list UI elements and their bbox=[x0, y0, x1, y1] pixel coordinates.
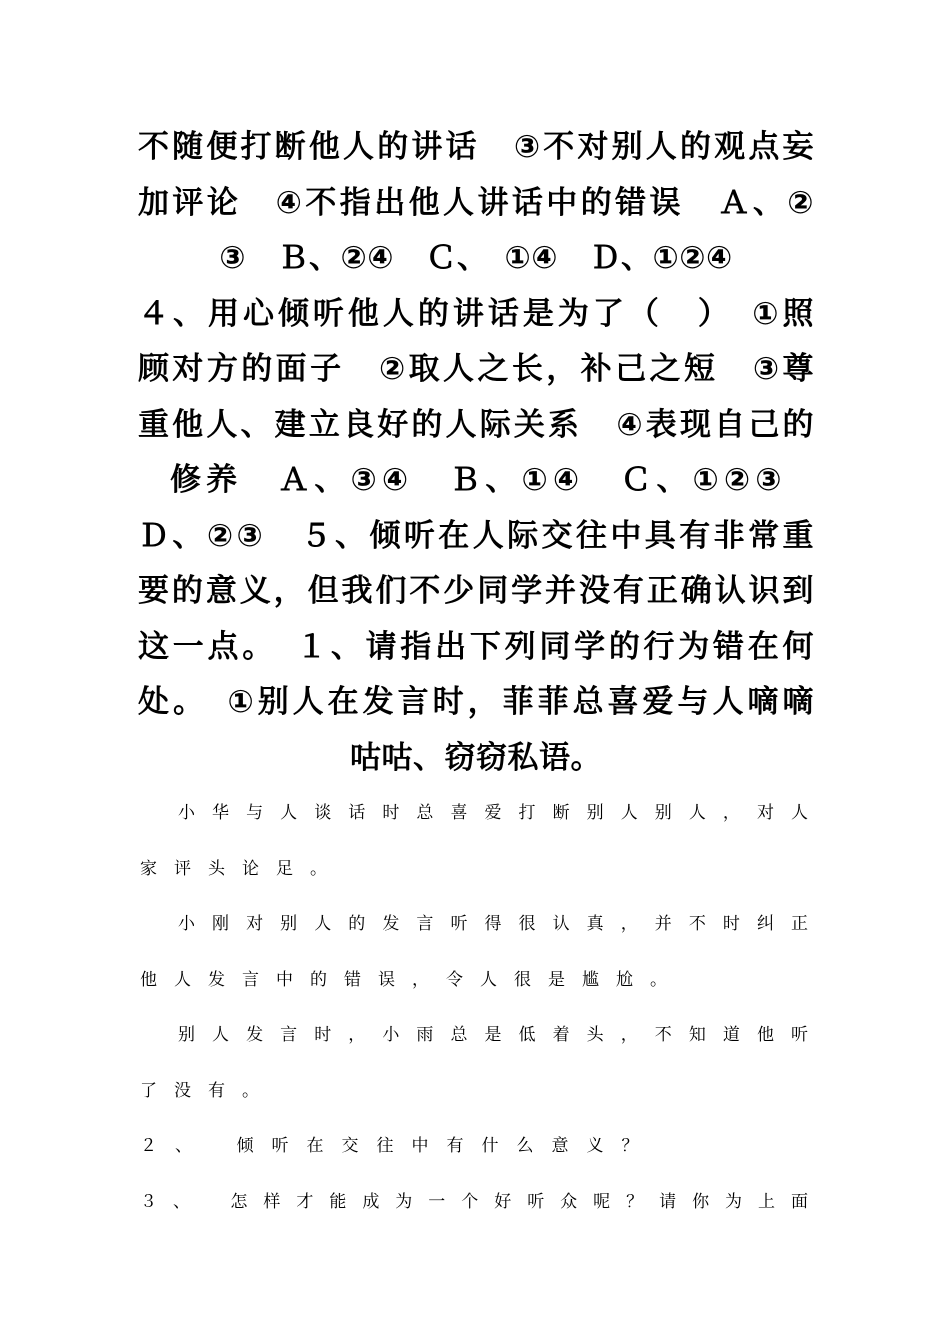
paragraph-line: 了没有。 bbox=[140, 1081, 276, 1101]
paragraph-line: 别人发言时，小雨总是低着头，不知道他听 bbox=[178, 1025, 808, 1045]
paragraph-line: ２、 倾听在交往中有什么意义？ bbox=[140, 1136, 657, 1156]
text-line: 处。 ①别人在发言时，菲菲总喜爱与人嘀嘀 bbox=[138, 684, 814, 720]
text-line: Ｄ、②③ ５、倾听在人际交往中具有非常重 bbox=[138, 518, 814, 554]
paragraph-line: 小刚对别人的发言听得很认真，并不时纠正 bbox=[178, 914, 808, 934]
text-line: 咕咕、窃窃私语。 bbox=[350, 740, 602, 776]
text-line: 要的意义，但我们不少同学并没有正确认识到 bbox=[138, 573, 814, 609]
text-line: 修养 Ａ、③④ Ｂ、①④ Ｃ、①②③ bbox=[170, 462, 782, 498]
text-line: ４、用心倾听他人的讲话是为了（ ） ①照 bbox=[138, 296, 814, 332]
text-line: 加评论 ④不指出他人讲话中的错误 Ａ、② bbox=[138, 185, 814, 221]
text-line: 重他人、建立良好的人际关系 ④表现自己的 bbox=[138, 407, 814, 443]
paragraph-line: ３、 怎样才能成为一个好听众呢？请你为上面 bbox=[140, 1192, 808, 1212]
text-line: 这一点。 １、请指出下列同学的行为错在何 bbox=[138, 629, 814, 665]
paragraph-line: 小华与人谈话时总喜爱打断别人别人，对人 bbox=[178, 803, 808, 823]
text-line: 顾对方的面子 ②取人之长，补己之短 ③尊 bbox=[138, 351, 814, 387]
text-line: 不随便打断他人的讲话 ③不对别人的观点妄 bbox=[138, 129, 814, 165]
paragraph-line: 家评头论足。 bbox=[140, 859, 344, 879]
text-line: ③ Ｂ、②④ Ｃ、 ①④ Ｄ、①②④ bbox=[219, 240, 733, 276]
paragraph-line: 他人发言中的错误，令人很是尴尬。 bbox=[140, 970, 684, 990]
